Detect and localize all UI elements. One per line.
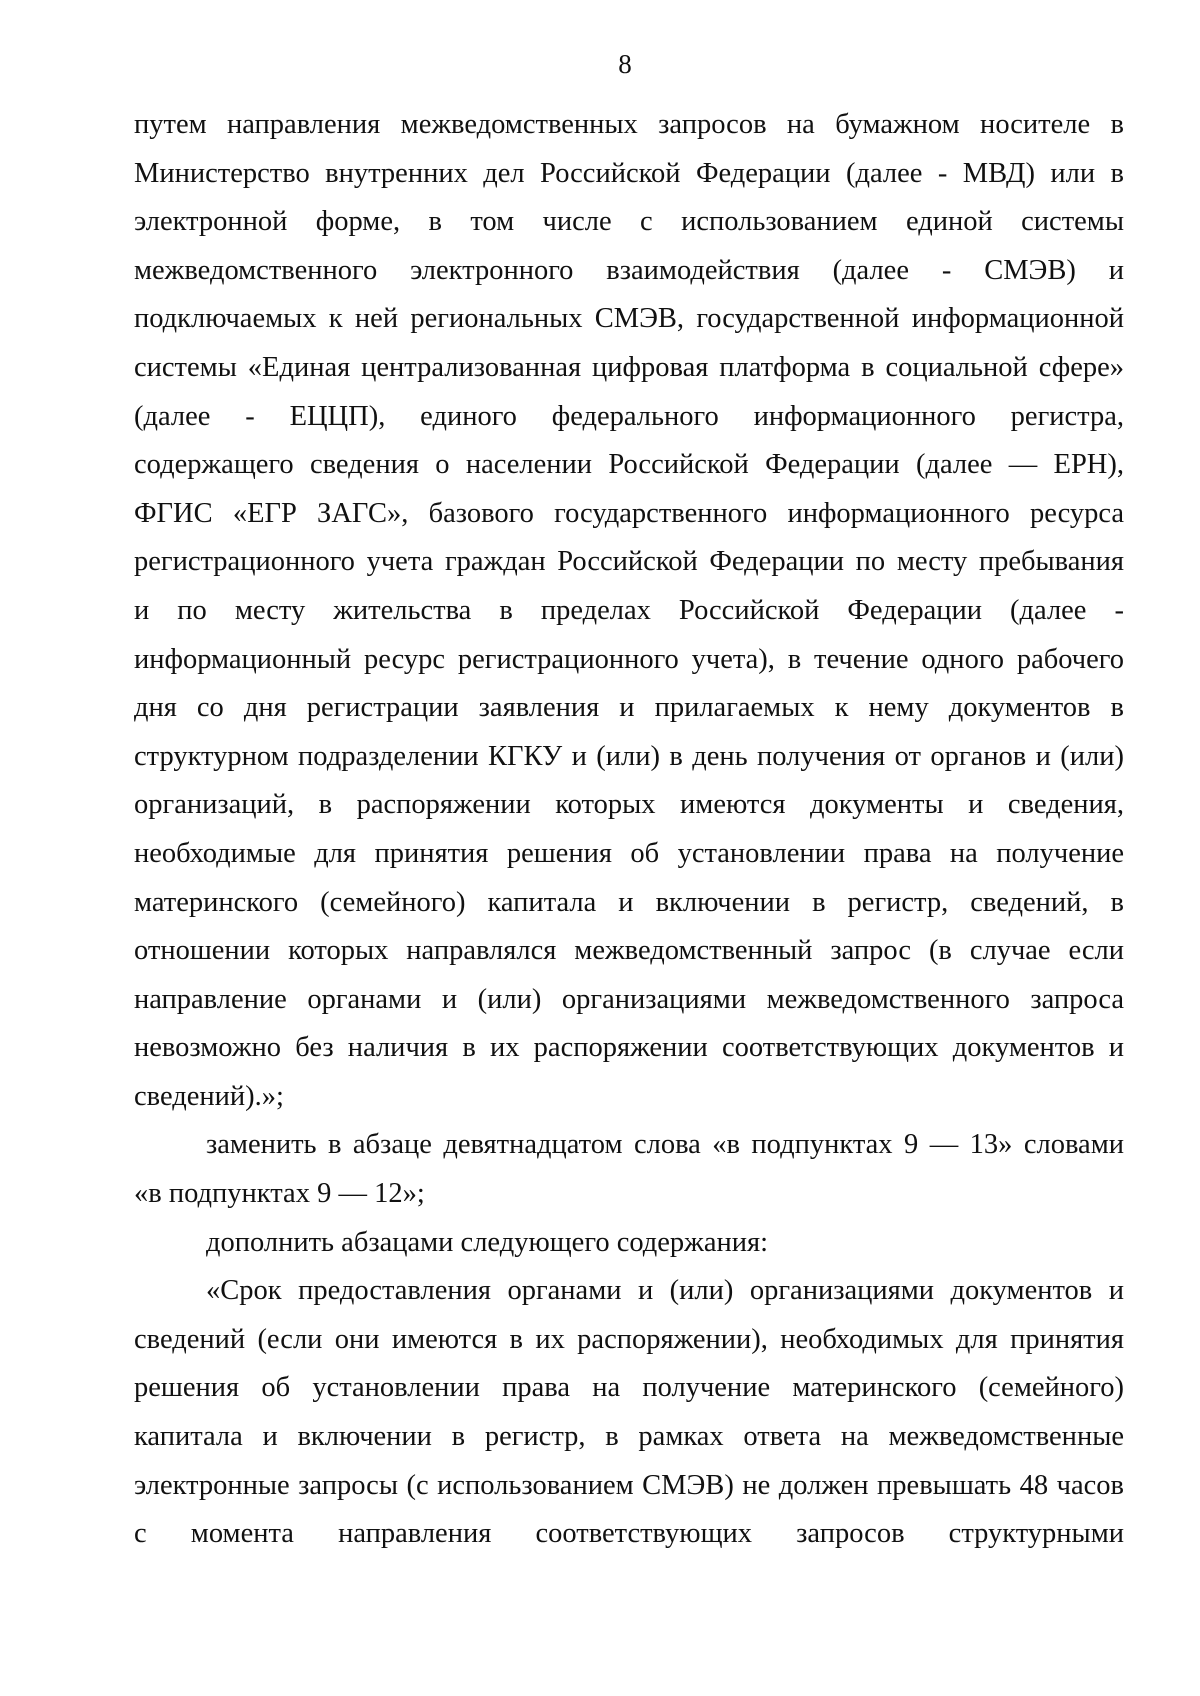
text-line: электронной форме, в том числе с использованием единой системы (134, 206, 1124, 238)
text-line: и по месту жительства в пределах Российской Федерации (далее - (134, 594, 1124, 626)
text-line: дня со дня регистрации заявления и прилагаемых к нему документов в (134, 692, 1124, 724)
text-line: путем направления межведомственных запросов на бумажном носителе в (134, 109, 1124, 140)
text-line: с момента направления соответствующих запросов структурными (134, 1518, 1124, 1550)
page-number: 8 (618, 49, 632, 79)
text-line: решения об установлении права на получение материнского (семейного) (134, 1372, 1124, 1404)
text-line: отношении которых направлялся межведомственный запрос (в случае если (134, 935, 1124, 967)
text-line: Министерство внутренних дел Российской Федерации (далее - МВД) или в (134, 157, 1124, 189)
text-line: структурном подразделении КГКУ и (или) в день получения от органов и (или) (134, 740, 1124, 772)
text-line: материнского (семейного) капитала и включении в регистр, сведений, в (134, 886, 1124, 918)
text-line: сведений).»; (134, 1080, 284, 1112)
text-line: невозможно без наличия в их распоряжении соответствующих документов и (134, 1032, 1124, 1064)
text-line: заменить в абзаце девятнадцатом слова «в подпунктах 9 — 13» словами (206, 1129, 1124, 1161)
document-body (134, 101, 1124, 1559)
paragraph (134, 1267, 1124, 1559)
text-line: капитала и включении в регистр, в рамках ответа на межведомственные (134, 1421, 1124, 1453)
text-line: сведений (если они имеются в их распоряжении), необходимых для принятия (134, 1323, 1124, 1355)
text-line: необходимые для принятия решения об установлении права на получение (134, 837, 1124, 869)
paragraph (134, 101, 1124, 1121)
text-line: «в подпунктах 9 — 12»; (134, 1178, 425, 1210)
text-line: регистрационного учета граждан Российской Федерации по месту пребывания (134, 546, 1124, 578)
paragraph (134, 1219, 1124, 1268)
text-line: ФГИС «ЕГР ЗАГС», базового государственного информационного ресурса (134, 497, 1124, 529)
text-line: организаций, в распоряжении которых имеются документы и сведения, (134, 789, 1124, 821)
text-line: системы «Единая централизованная цифровая платформа в социальной сфере» (134, 351, 1124, 383)
text-line: межведомственного электронного взаимодействия (далее - СМЭВ) и (134, 254, 1124, 286)
paragraph (134, 1121, 1124, 1218)
text-line: подключаемых к ней региональных СМЭВ, государственной информационной (134, 303, 1124, 335)
text-line: направление органами и (или) организациями межведомственного запроса (134, 983, 1124, 1015)
text-line: информационный ресурс регистрационного учета), в течение одного рабочего (134, 643, 1124, 675)
text-line: содержащего сведения о населении Российской Федерации (далее — ЕРН), (134, 449, 1124, 481)
text-line: «Срок предоставления органами и (или) организациями документов и (206, 1275, 1124, 1307)
text-line: электронные запросы (с использованием СМЭВ) не должен превышать 48 часов (134, 1469, 1124, 1501)
text-line: (далее - ЕЦЦП), единого федерального информационного регистра, (134, 400, 1124, 432)
text-line: дополнить абзацами следующего содержания: (206, 1226, 769, 1258)
